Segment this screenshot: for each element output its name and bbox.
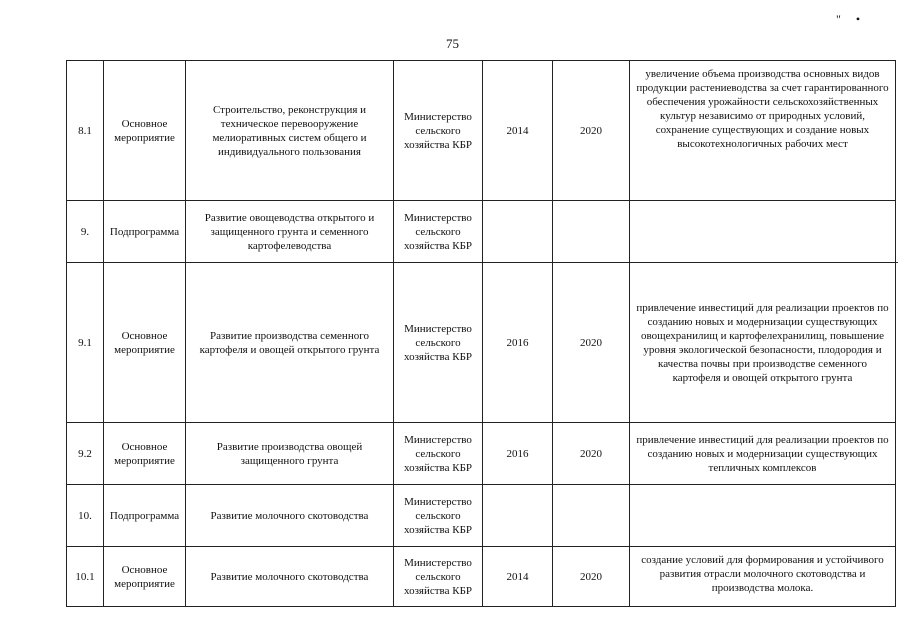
row-end-year: 2020: [553, 423, 630, 485]
row-number: 10.1: [67, 547, 104, 607]
row-type: Основное мероприятие: [104, 423, 186, 485]
row-type: Основное мероприятие: [104, 263, 186, 423]
row-number: 9.: [67, 201, 104, 263]
row-result: увеличение объема производства основных видов продукции растениеводства за счет гарантированного обеспечения урожайности сельскохозяйственных культур независимо от природных условий, сохранение существующих и создание новых высокотехнологичных рабочих мест: [630, 61, 896, 201]
row-executor: Министерство сельского хозяйства КБР: [394, 547, 483, 607]
row-end-year: 2020: [553, 61, 630, 201]
row-executor: Министерство сельского хозяйства КБР: [394, 485, 483, 547]
row-result: [630, 201, 896, 263]
row-type: Основное мероприятие: [104, 61, 186, 201]
row-name: Развитие производства семенного картофеля и овощей открытого грунта: [186, 263, 394, 423]
row-name: Развитие производства овощей защищенного грунта: [186, 423, 394, 485]
row-number: 8.1: [67, 61, 104, 201]
row-type: Подпрограмма: [104, 485, 186, 547]
row-name: Строительство, реконструкция и техническое перевооружение мелиоративных систем общего и индивидуального пользования: [186, 61, 394, 201]
row-number: 9.2: [67, 423, 104, 485]
row-start-year: 2016: [483, 423, 553, 485]
table-row: [67, 61, 896, 201]
row-start-year: 2014: [483, 61, 553, 201]
row-result: привлечение инвестиций для реализации проектов по созданию новых и модернизации существующих овощехранилищ и картофелехранилищ, повышение уровня экологической безопасности, плодородия и качества почвы при производстве семенного картофеля и овощей открытого грунта: [630, 263, 896, 423]
row-result: привлечение инвестиций для реализации проектов по созданию новых и модернизации существующих тепличных комплексов: [630, 423, 896, 485]
row-start-year: [483, 201, 553, 263]
row-number: 10.: [67, 485, 104, 547]
table-row: [67, 263, 896, 423]
row-name: Развитие овощеводства открытого и защищенного грунта и семенного картофелеводства: [186, 201, 394, 263]
row-end-year: [553, 485, 630, 547]
table-row: [67, 201, 896, 263]
table-row: [67, 485, 896, 547]
table-row: [67, 423, 896, 485]
scan-marks: " •: [836, 12, 867, 26]
program-activities-table: [66, 60, 896, 607]
row-start-year: [483, 485, 553, 547]
page-number: 75: [446, 36, 459, 51]
row-end-year: 2020: [553, 547, 630, 607]
row-name: Развитие молочного скотоводства: [186, 485, 394, 547]
table-row: [67, 547, 896, 607]
row-name: Развитие молочного скотоводства: [186, 547, 394, 607]
row-end-year: 2020: [553, 263, 630, 423]
row-executor: Министерство сельского хозяйства КБР: [394, 61, 483, 201]
row-start-year: 2014: [483, 547, 553, 607]
row-executor: Министерство сельского хозяйства КБР: [394, 263, 483, 423]
row-number: 9.1: [67, 263, 104, 423]
row-result: создание условий для формирования и устойчивого развития отрасли молочного скотоводства и производства молока.: [630, 547, 896, 607]
row-end-year: [553, 201, 630, 263]
row-executor: Министерство сельского хозяйства КБР: [394, 423, 483, 485]
row-type: Основное мероприятие: [104, 547, 186, 607]
row-executor: Министерство сельского хозяйства КБР: [394, 201, 483, 263]
row-result: [630, 485, 896, 547]
row-start-year: 2016: [483, 263, 553, 423]
row-type: Подпрограмма: [104, 201, 186, 263]
